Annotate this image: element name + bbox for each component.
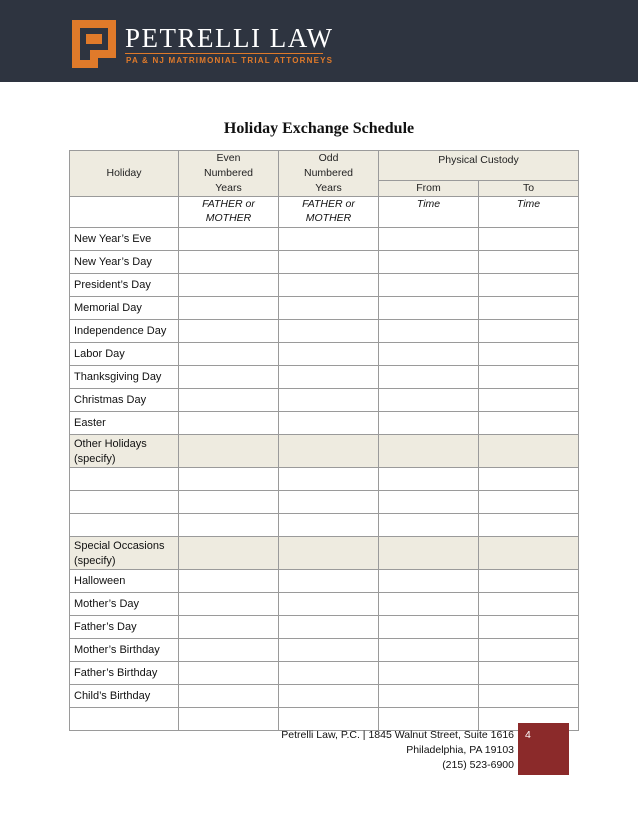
table-row (70, 297, 579, 320)
table-cell[interactable] (70, 708, 179, 731)
hint-cell-empty (70, 197, 179, 228)
footer-line-phone: (215) 523-6900 (442, 759, 514, 771)
table-cell[interactable] (279, 491, 379, 514)
table-row (70, 343, 579, 366)
table-cell[interactable] (279, 343, 379, 366)
table-cell[interactable] (279, 468, 379, 491)
table-cell[interactable] (279, 685, 379, 708)
holiday-label: Thanksgiving Day (70, 366, 179, 389)
table-cell[interactable] (179, 662, 279, 685)
table-cell[interactable] (479, 593, 579, 616)
table-cell[interactable] (479, 639, 579, 662)
table-cell[interactable] (479, 320, 579, 343)
table-cell[interactable] (279, 274, 379, 297)
table-cell[interactable] (379, 389, 479, 412)
table-cell[interactable] (479, 297, 579, 320)
table-row (70, 389, 579, 412)
holiday-label: Easter (70, 412, 179, 435)
table-cell[interactable] (179, 343, 279, 366)
table-row (70, 251, 579, 274)
table-cell[interactable] (479, 251, 579, 274)
table-cell[interactable] (479, 468, 579, 491)
letterhead-banner (0, 0, 638, 82)
table-row (70, 639, 579, 662)
table-cell[interactable] (179, 412, 279, 435)
table-cell[interactable] (179, 251, 279, 274)
table-cell (279, 435, 379, 468)
table-cell[interactable] (179, 593, 279, 616)
table-cell[interactable] (279, 514, 379, 537)
table-cell[interactable] (70, 468, 179, 491)
table-cell (479, 537, 579, 570)
table-cell (379, 537, 479, 570)
table-cell[interactable] (279, 228, 379, 251)
table-cell[interactable] (179, 514, 279, 537)
holiday-label: Memorial Day (70, 297, 179, 320)
table-cell[interactable] (279, 389, 379, 412)
occasion-label: Father’s Birthday (70, 662, 179, 685)
holiday-label: President’s Day (70, 274, 179, 297)
special-occasions-label: Special Occasions (specify) (70, 537, 179, 570)
table-hint-row (70, 197, 579, 228)
table-cell[interactable] (379, 491, 479, 514)
table-cell[interactable] (279, 593, 379, 616)
table-cell[interactable] (279, 251, 379, 274)
holiday-label: Independence Day (70, 320, 179, 343)
hint-to: Time (479, 197, 579, 228)
occasion-label: Halloween (70, 570, 179, 593)
table-cell[interactable] (279, 320, 379, 343)
table-cell[interactable] (279, 639, 379, 662)
table-cell[interactable] (479, 343, 579, 366)
table-cell[interactable] (179, 274, 279, 297)
occasion-label: Father’s Day (70, 616, 179, 639)
table-cell[interactable] (479, 662, 579, 685)
table-cell (279, 537, 379, 570)
table-row (70, 593, 579, 616)
footer-line-firm: Petrelli Law, P.C. | 1845 Walnut Street, Suite 1616 (281, 729, 514, 741)
table-cell[interactable] (379, 228, 479, 251)
table-cell[interactable] (179, 366, 279, 389)
table-cell[interactable] (379, 514, 479, 537)
footer-line-city: Philadelphia, PA 19103 (406, 744, 514, 756)
holiday-label: Christmas Day (70, 389, 179, 412)
hint-even: FATHER or MOTHER (179, 197, 279, 228)
table-cell[interactable] (479, 228, 579, 251)
table-cell[interactable] (479, 514, 579, 537)
table-cell[interactable] (379, 616, 479, 639)
table-row (70, 468, 579, 491)
table-cell[interactable] (379, 685, 479, 708)
table-cell[interactable] (479, 274, 579, 297)
table-row (70, 274, 579, 297)
table-cell[interactable] (479, 616, 579, 639)
table-row (70, 412, 579, 435)
header-to: To (479, 181, 579, 197)
table-row (70, 366, 579, 389)
table-row (70, 616, 579, 639)
table-cell[interactable] (379, 297, 479, 320)
table-cell[interactable] (279, 412, 379, 435)
table-cell (179, 537, 279, 570)
table-cell[interactable] (379, 251, 479, 274)
table-cell[interactable] (179, 639, 279, 662)
table-cell[interactable] (379, 468, 479, 491)
section-row-special-occasions (70, 537, 579, 570)
table-cell[interactable] (379, 570, 479, 593)
table-cell[interactable] (379, 320, 479, 343)
occasion-label: Mother’s Day (70, 593, 179, 616)
header-even-years: Even Numbered Years (179, 151, 279, 197)
table-cell[interactable] (179, 468, 279, 491)
table-cell[interactable] (379, 366, 479, 389)
table-cell[interactable] (379, 662, 479, 685)
table-row (70, 685, 579, 708)
table-cell[interactable] (279, 616, 379, 639)
brand-name: PETRELLI LAW (125, 23, 334, 53)
brand-tagline: PA & NJ MATRIMONIAL TRIAL ATTORNEYS (126, 56, 334, 65)
table-row (70, 491, 579, 514)
table-cell[interactable] (379, 593, 479, 616)
table-row (70, 320, 579, 343)
page-title: Holiday Exchange Schedule (223, 120, 415, 137)
table-cell (179, 435, 279, 468)
header-odd-years: Odd Numbered Years (279, 151, 379, 197)
table-cell[interactable] (479, 685, 579, 708)
table-cell[interactable] (179, 491, 279, 514)
table-header-row (70, 151, 579, 181)
other-holidays-label: Other Holidays (specify) (70, 435, 179, 468)
table-cell[interactable] (279, 366, 379, 389)
occasion-label: Mother’s Birthday (70, 639, 179, 662)
brand-divider (125, 53, 323, 54)
hint-odd: FATHER or MOTHER (279, 197, 379, 228)
hint-from: Time (379, 197, 479, 228)
table-cell[interactable] (179, 320, 279, 343)
page-number: 4 (525, 729, 531, 741)
holiday-label: New Year’s Eve (70, 228, 179, 251)
table-cell[interactable] (279, 662, 379, 685)
header-physical-custody: Physical Custody (379, 151, 579, 181)
table-cell[interactable] (479, 412, 579, 435)
table-cell[interactable] (279, 570, 379, 593)
table-cell[interactable] (479, 570, 579, 593)
table-cell (479, 435, 579, 468)
table-row (70, 662, 579, 685)
table-cell[interactable] (379, 412, 479, 435)
header-holiday: Holiday (70, 151, 179, 197)
table-row (70, 514, 579, 537)
section-row-other-holidays (70, 435, 579, 468)
table-cell[interactable] (379, 343, 479, 366)
table-cell (379, 435, 479, 468)
table-cell[interactable] (179, 616, 279, 639)
petrelli-logo-icon (70, 18, 118, 70)
table-row (70, 228, 579, 251)
occasion-label: Child’s Birthday (70, 685, 179, 708)
table-cell[interactable] (379, 639, 479, 662)
header-from: From (379, 181, 479, 197)
holiday-schedule-table (69, 150, 579, 731)
table-row (70, 570, 579, 593)
footer-address (281, 728, 514, 773)
table-cell[interactable] (479, 389, 579, 412)
table-cell[interactable] (379, 274, 479, 297)
holiday-label: Labor Day (70, 343, 179, 366)
table-cell[interactable] (479, 366, 579, 389)
table-cell[interactable] (70, 491, 179, 514)
table-cell[interactable] (479, 491, 579, 514)
table-cell[interactable] (179, 685, 279, 708)
table-cell[interactable] (70, 514, 179, 537)
table-cell[interactable] (279, 297, 379, 320)
table-cell[interactable] (179, 389, 279, 412)
table-cell[interactable] (179, 228, 279, 251)
holiday-label: New Year’s Day (70, 251, 179, 274)
table-cell[interactable] (179, 708, 279, 731)
table-cell[interactable] (179, 297, 279, 320)
table-cell[interactable] (179, 570, 279, 593)
